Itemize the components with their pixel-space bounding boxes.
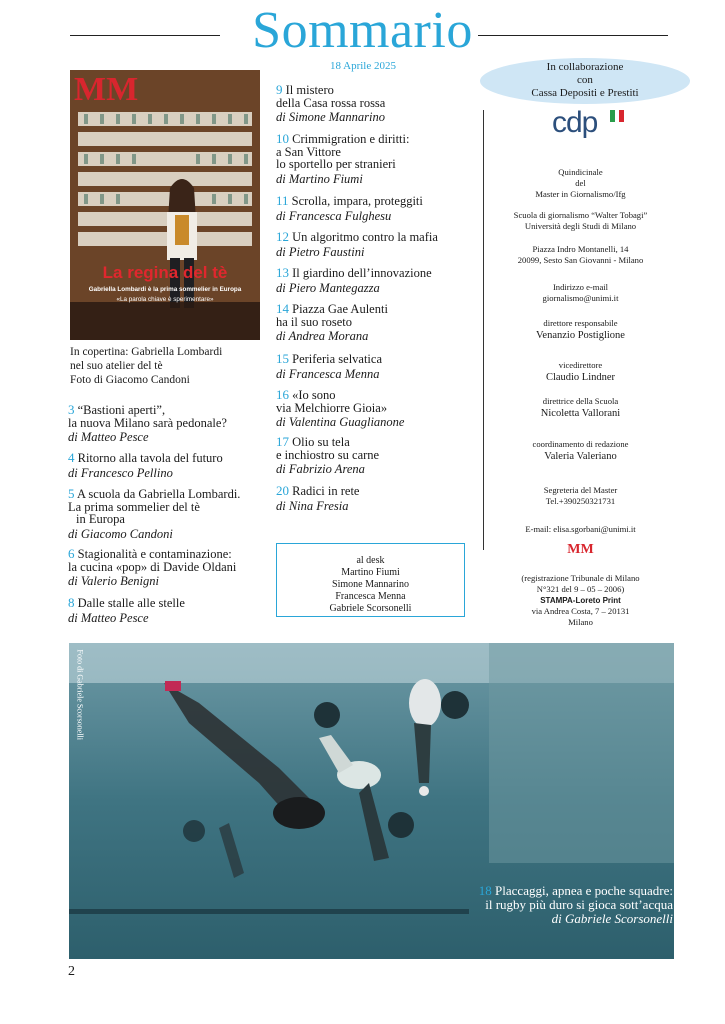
italian-flag-icon <box>610 110 624 122</box>
toc-item[interactable]: 14 Piazza Gae Aulenti ha il suo roseto di Andrea Morana <box>276 301 388 343</box>
desk-heading: al desk <box>356 555 385 566</box>
contact-email: E-mail: elisa.sgorbani@unimi.it <box>525 524 636 534</box>
cover-subline: Gabriella Lombardi è la prima sommelier in Europa <box>88 286 242 293</box>
school-address: Piazza Indro Montanelli, 14 20099, Sesto San Giovanni - Milano <box>517 244 644 265</box>
desk-box <box>276 543 465 617</box>
email-block: Indirizzo e-mail giornalismo@unimi.it <box>542 282 619 303</box>
cover-headline: La regina del tè <box>102 263 228 282</box>
toc-item[interactable]: 8 Dalle stalle alle stelle di Matteo Pesce <box>68 595 185 625</box>
toc-item[interactable]: 12 Un algoritmo contro la mafia di Pietro Faustini <box>276 229 438 259</box>
publication-frequency: Quindicinale del Master in Giornalismo/Ifg <box>535 167 626 199</box>
editorial-coordination: coordinamento di redazione Valeria Valeriano <box>532 439 629 462</box>
toc-item[interactable]: 5 A scuola da Gabriella Lombardi. La prima sommelier del tè in Europa di Giacomo Candoni <box>68 486 241 541</box>
toc-item[interactable]: 13 Il giardino dell’innovazione di Piero Mantegazza <box>276 265 432 295</box>
toc-item[interactable]: 20 Radici in rete di Nina Fresia <box>276 483 360 513</box>
photo-credit: Foto di Gabriele Scorsonelli <box>75 649 85 740</box>
master-office: Segreteria del Master Tel.+390250321731 <box>543 485 618 506</box>
cover-caption: In copertina: Gabriella Lombardi nel suo atelier del tè Foto di Giacomo Candoni <box>70 346 223 386</box>
photo-caption[interactable]: 18 Placcaggi, apnea e poche squadre: il rugby più duro si gioca sott’acqua di Gabriele Scorsonelli <box>478 883 673 926</box>
issue-date: 18 Aprile 2025 <box>330 60 396 72</box>
school-name: Scuola di giornalismo “Walter Tobagi” Università degli Studi di Milano <box>513 210 648 231</box>
cover-logo: MM <box>74 71 139 108</box>
registration-info: (registrazione Tribunale di Milano N°321 del 9 – 05 – 2006) STAMPA-Loreto Print via Andrea Costa, 7 – 20131 Milano <box>521 573 640 627</box>
cdp-logo: cdp <box>552 106 632 146</box>
toc-item[interactable]: 6 Stagionalità e contaminazione: la cucina «pop» di Davide Oldani di Valerio Benigni <box>68 546 237 588</box>
desk-name: Simone Mannarino <box>332 579 409 590</box>
desk-name: Gabriele Scorsonelli <box>329 603 412 614</box>
deputy-editor: vicedirettore Claudio Lindner <box>545 360 616 383</box>
desk-name: Martino Fiumi <box>341 567 400 578</box>
toc-item[interactable]: 9 Il mistero della Casa rossa rossa di Simone Mannarino <box>276 82 386 124</box>
toc-item[interactable]: 17 Olio su tela e inchiostro su carne di Fabrizio Arena <box>276 434 380 476</box>
editor-in-chief: direttore responsabile Venanzio Postiglione <box>536 318 625 341</box>
page-title: Sommario <box>252 2 473 59</box>
page-number: 2 <box>68 964 75 979</box>
toc-item[interactable]: 16 «Io sono via Melchiorre Gioia» di Valentina Guaglianone <box>276 387 405 429</box>
toc-item[interactable]: 11 Scrolla, impara, proteggiti di Francesca Fulghesu <box>276 193 423 223</box>
mm-logo: MM <box>567 542 594 557</box>
toc-item[interactable]: 4 Ritorno alla tavola del futuro di Francesco Pellino <box>68 450 223 480</box>
cover-image <box>70 70 260 340</box>
cover-quote: «La parola chiave è sperimentare» <box>116 296 214 303</box>
toc-item[interactable]: 3 “Bastioni aperti”, la nuova Milano sarà pedonale? di Matteo Pesce <box>68 402 227 444</box>
toc-item[interactable]: 15 Periferia selvatica di Francesca Menna <box>276 351 383 381</box>
school-director: direttrice della Scuola Nicoletta Vallorani <box>540 396 621 419</box>
toc-item[interactable]: 10 Crimmigration e diritti: a San Vittore lo sportello per stranieri di Martino Fiumi <box>276 131 410 186</box>
desk-name: Francesca Menna <box>335 591 406 602</box>
collaboration-badge: In collaborazione con Cassa Depositi e Prestiti <box>480 58 690 104</box>
sidebar-divider <box>483 110 484 550</box>
